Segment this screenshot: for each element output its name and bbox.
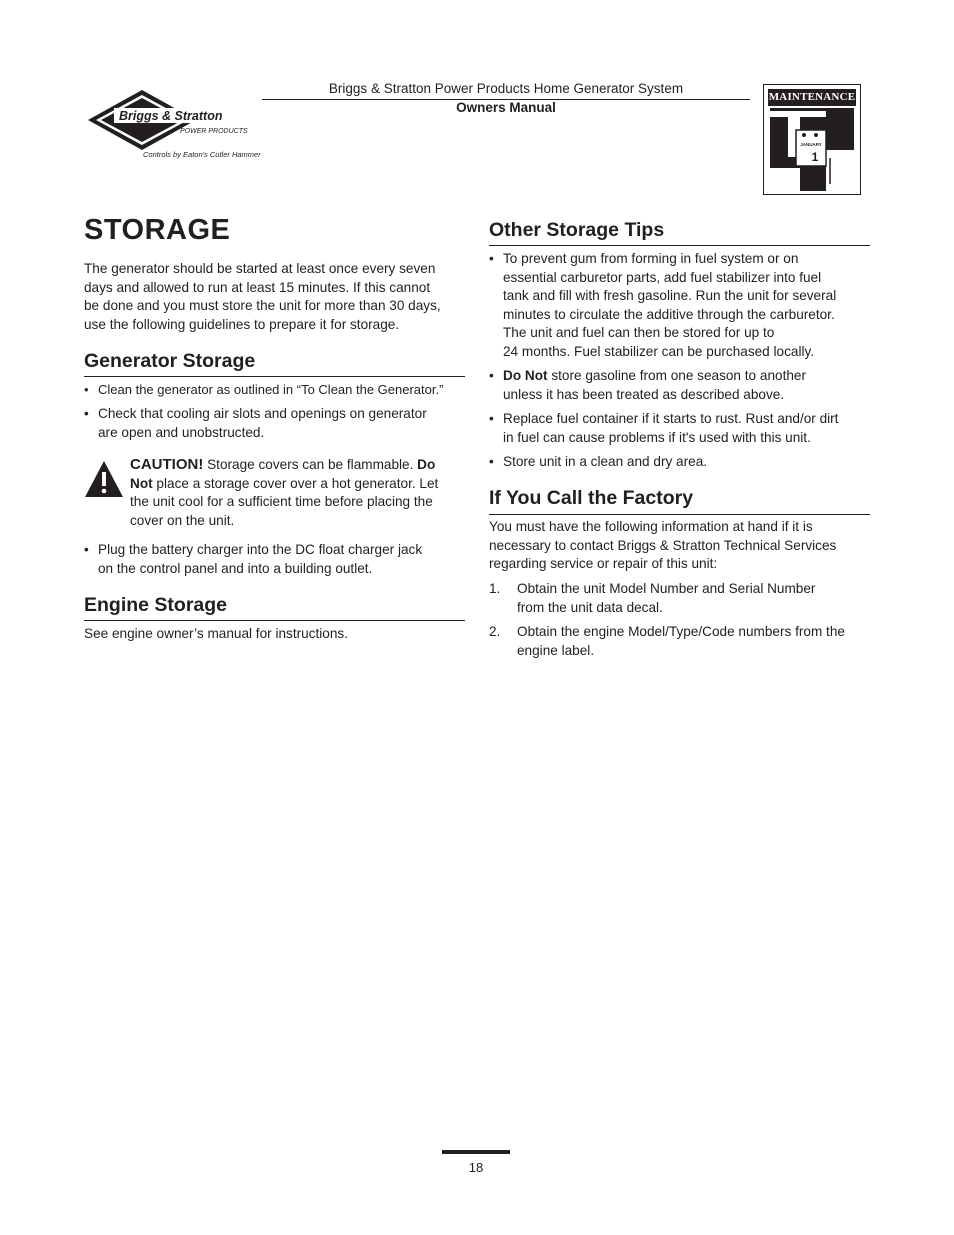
engine-storage-text: See engine owner’s manual for instructions. — [84, 626, 348, 641]
numbered-item: 2. Obtain the engine Model/Type/Code numbers from the engine label. — [489, 624, 845, 658]
logo-tagline: Controls by Eaton's Cutler Hammer — [143, 150, 261, 159]
numbered-item: 1. Obtain the unit Model Number and Serial Number from the unit data decal. — [489, 581, 816, 615]
svg-text:POWER PRODUCTS: POWER PRODUCTS — [180, 128, 248, 135]
maintenance-banner: MAINTENANCE — [768, 89, 856, 106]
page-number: 18 — [468, 1160, 484, 1175]
engine-storage-heading: Engine Storage — [84, 594, 228, 616]
svg-text:Briggs & Stratton: Briggs & Stratton — [119, 109, 223, 123]
section-rule — [84, 376, 465, 377]
maintenance-calendar-icon — [768, 108, 856, 191]
footer-bar — [442, 1150, 510, 1154]
list-item: • To prevent gum from forming in fuel system or on essential carburetor parts, add fuel stabilizer into fuel tank and fill with fresh gasoline. Run the unit for several minutes to circulate the additive through the carburetor. The unit and fuel can then be stored for up to 24 months. Fuel stabilizer can be purchased locally. — [489, 251, 837, 359]
svg-text:1: 1 — [811, 150, 819, 164]
call-factory-heading: If You Call the Factory — [489, 487, 694, 509]
section-rule — [84, 620, 465, 621]
list-item: • Plug the battery charger into the DC float charger jack on the control panel and into a building outlet. — [84, 542, 423, 576]
generator-storage-heading: Generator Storage — [84, 350, 256, 372]
other-storage-tips-heading: Other Storage Tips — [489, 219, 665, 241]
header-subtitle: Owners Manual — [456, 100, 556, 115]
svg-text:JANUARY: JANUARY — [800, 142, 822, 147]
list-item: • Store unit in a clean and dry area. — [489, 454, 708, 469]
list-item: • Clean the generator as outlined in “To Clean the Generator.” — [84, 382, 444, 397]
list-item: • Replace fuel container if it starts to rust. Rust and/or dirt in fuel can cause problems if it's used with this unit. — [489, 411, 839, 445]
header-title: Briggs & Stratton Power Products Home Generator System — [328, 81, 684, 96]
list-item: • Check that cooling air slots and openings on generator are open and unobstructed. — [84, 406, 427, 440]
section-rule — [489, 245, 870, 246]
section-rule — [489, 514, 870, 515]
intro-paragraph: The generator should be started at least once every seven days and allowed to run at least 15 minutes. If this cannot be done and you must store the unit for more than 30 days, use the following guidelines to prepare it for storage. — [84, 261, 441, 332]
caution-note: CAUTION! Storage covers can be flammable. Do Not place a storage cover over a hot generator. Let the unit cool for a sufficient time before placing the cover on the unit. — [130, 456, 439, 528]
caution-label: CAUTION! — [130, 456, 204, 473]
maintenance-icon-box — [763, 84, 861, 195]
page-title: STORAGE — [84, 214, 231, 246]
list-item: • Do Not store gasoline from one season to another unless it has been treated as described above. — [489, 368, 806, 402]
factory-intro: You must have the following information at hand if it is necessary to contact Briggs & Stratton Technical Services regarding service or repair of this unit: — [489, 519, 837, 572]
warning-triangle-icon — [84, 460, 124, 498]
